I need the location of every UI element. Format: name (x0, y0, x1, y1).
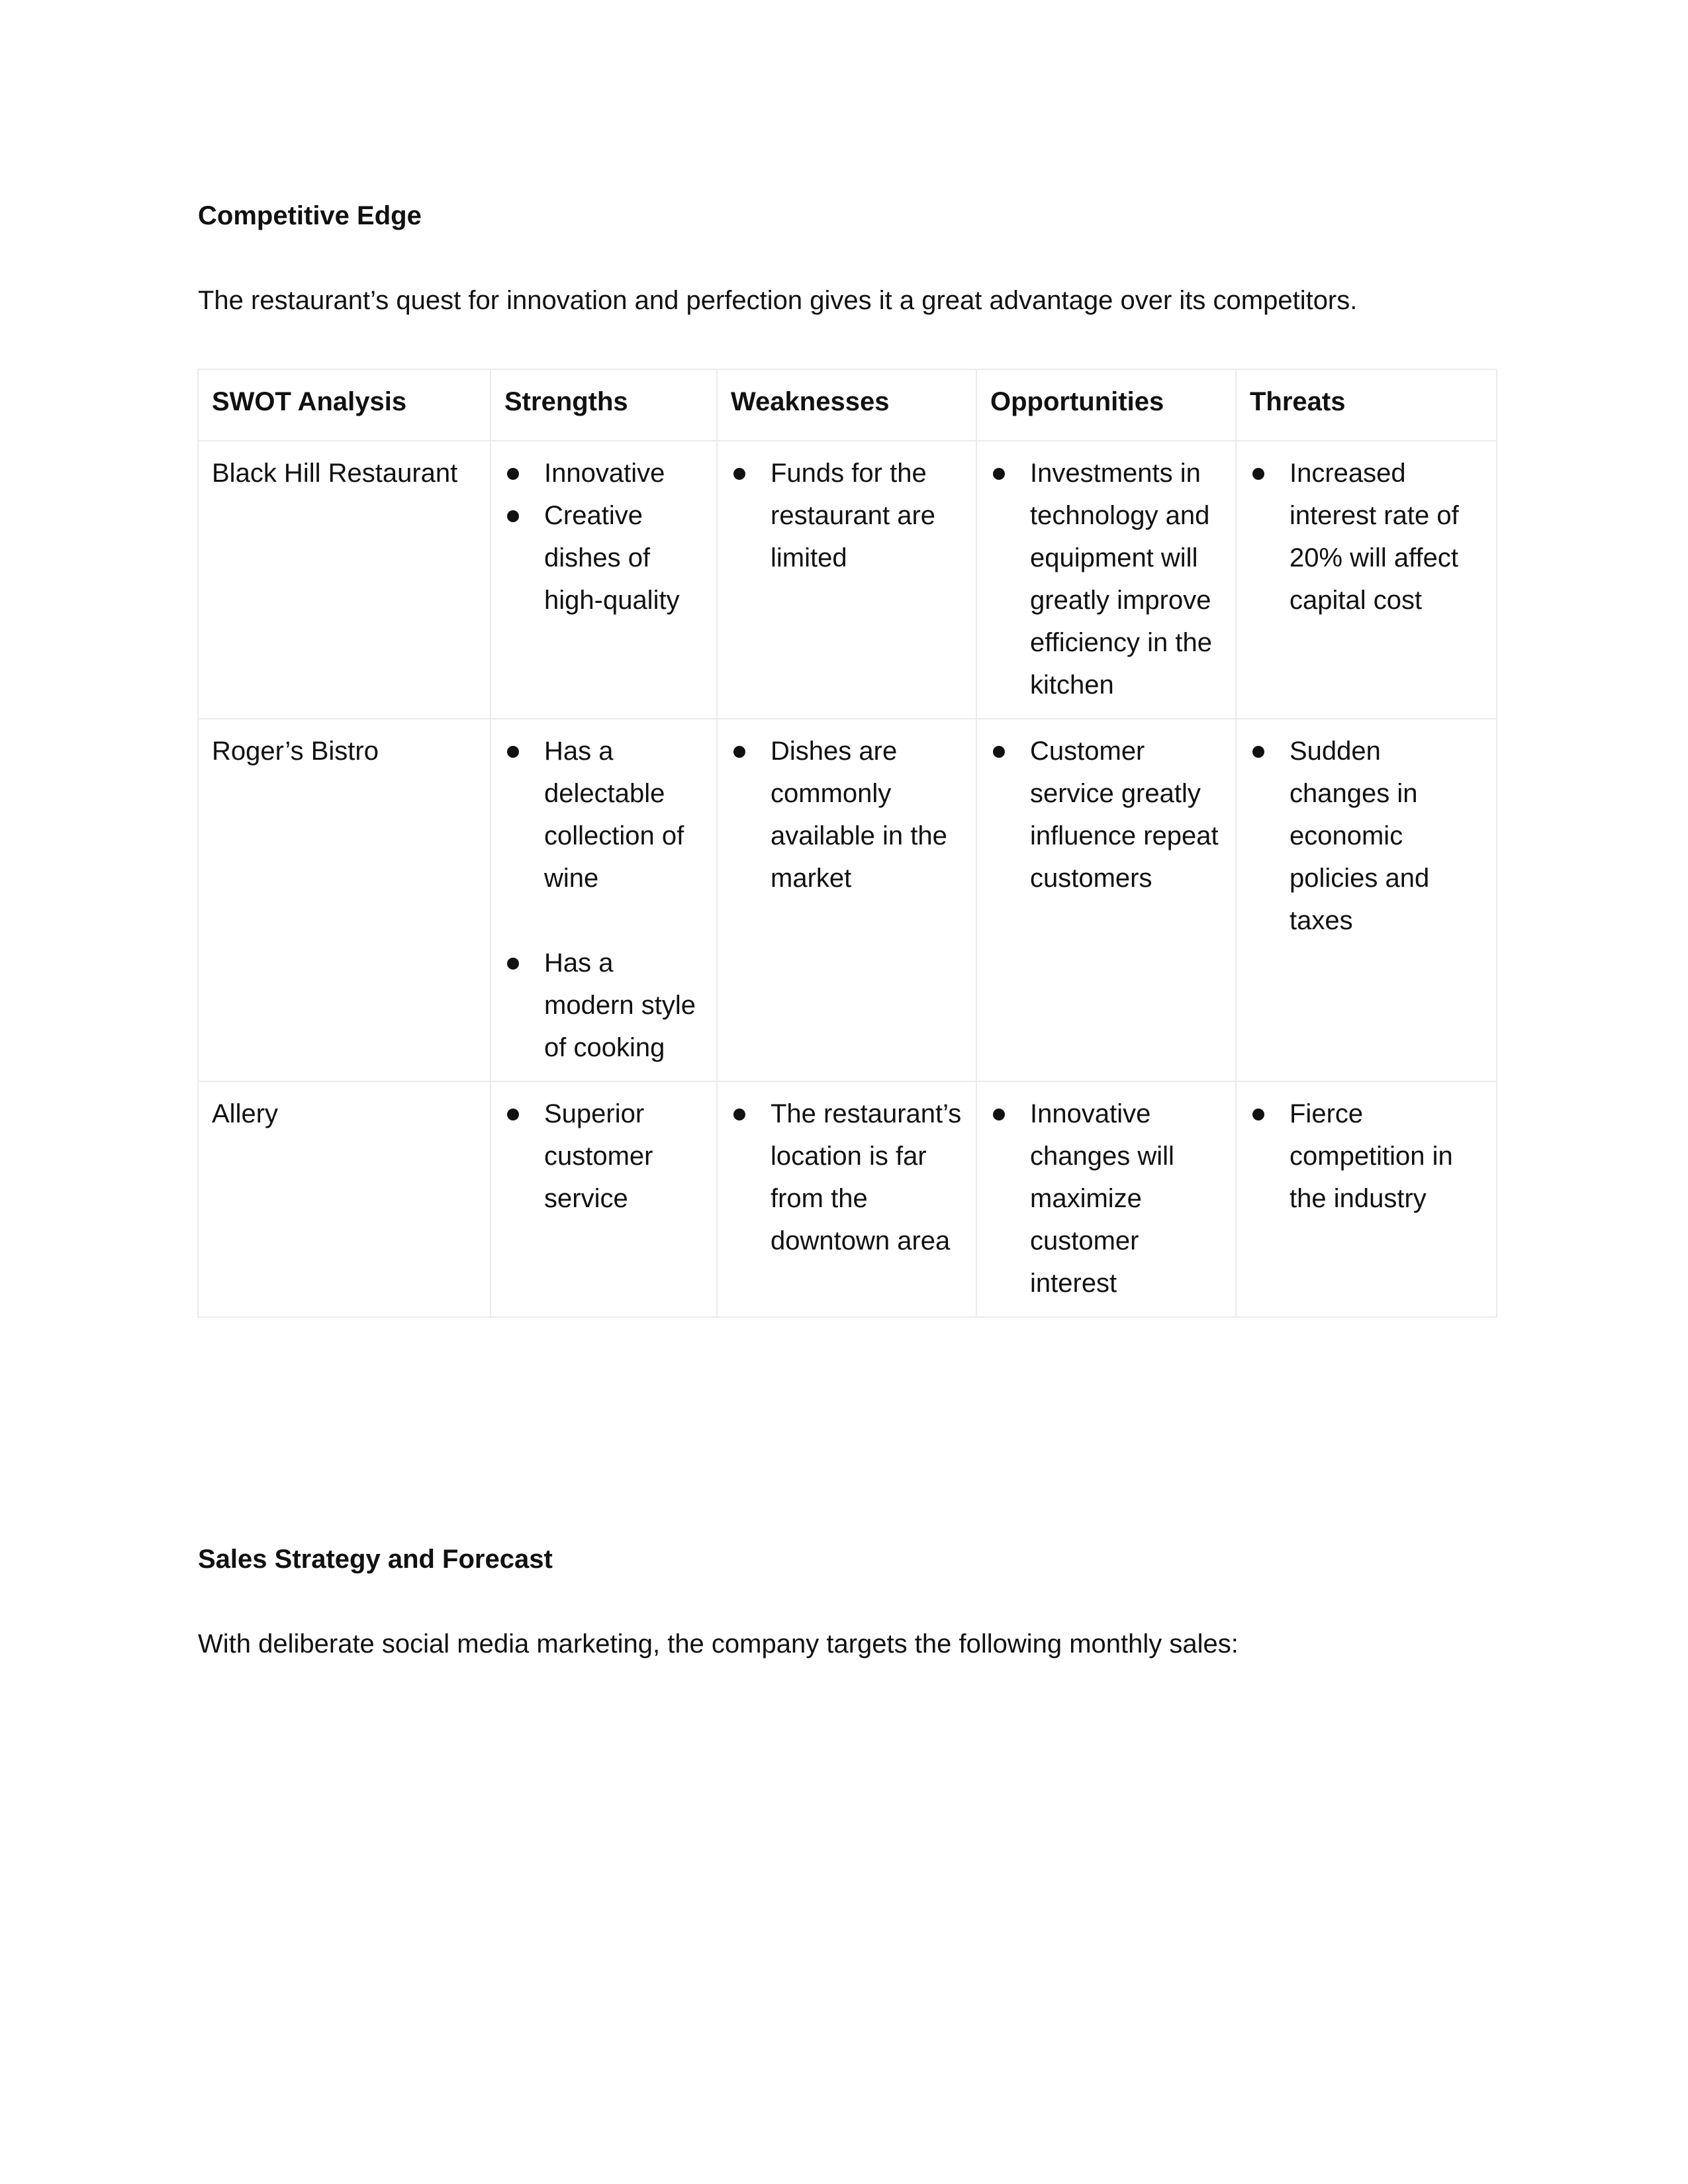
row-label: Roger’s Bistro (198, 719, 491, 1081)
list-item (731, 1093, 962, 1262)
list-item-text: The restaurant’s location is far from the downtown area (771, 1099, 962, 1255)
opportunities-cell (976, 1081, 1236, 1317)
bullet-icon (1252, 468, 1264, 480)
list-item-text: Increased interest rate of 20% will affect capital cost (1289, 459, 1459, 615)
strengths-cell (491, 441, 717, 719)
strengths-cell (491, 1081, 717, 1317)
weaknesses-cell (717, 1081, 976, 1317)
bullet-icon (1252, 1109, 1264, 1120)
list-item-text: Creative dishes of high-quality (544, 501, 680, 615)
weaknesses-cell (717, 441, 976, 719)
bullet-icon (507, 746, 519, 758)
header-strengths: Strengths (491, 369, 717, 441)
list-item (1250, 1093, 1483, 1220)
row-label: Allery (198, 1081, 491, 1317)
list-item-text: Has a delectable collection of wine (544, 737, 684, 893)
list-item-text: Sudden changes in economic policies and taxes (1289, 737, 1430, 935)
bullet-icon (993, 1109, 1005, 1120)
list-item-text: Superior customer service (544, 1099, 653, 1213)
table-row (198, 1081, 1497, 1317)
list-item-text: Funds for the restaurant are limited (771, 459, 936, 572)
strengths-cell (491, 719, 717, 1081)
bullet-icon (507, 468, 519, 480)
bullet-icon (1252, 746, 1264, 758)
list-item (731, 730, 962, 899)
swot-table (197, 369, 1497, 1318)
list-item-text: Customer service greatly influence repeat customers (1030, 737, 1219, 893)
bullet-icon (733, 746, 745, 758)
list-item-text: Innovative changes will maximize customer interest (1030, 1099, 1174, 1298)
sales-strategy-paragraph: With deliberate social media marketing, the company targets the following monthly sales: (198, 1629, 1239, 1659)
list-item (1250, 730, 1483, 942)
header-threats: Threats (1236, 369, 1497, 441)
list-item (990, 452, 1222, 706)
bullet-icon (507, 510, 519, 522)
list-item (504, 452, 703, 494)
opportunities-cell (976, 719, 1236, 1081)
sales-strategy-heading: Sales Strategy and Forecast (198, 1545, 553, 1574)
threats-cell (1236, 719, 1497, 1081)
bullet-icon (733, 1109, 745, 1120)
list-item (504, 494, 703, 621)
row-label: Black Hill Restaurant (198, 441, 491, 719)
header-swot-analysis: SWOT Analysis (198, 369, 491, 441)
list-item-text: Fierce competition in the industry (1289, 1099, 1453, 1213)
bullet-icon (507, 1109, 519, 1120)
opportunities-cell (976, 441, 1236, 719)
list-item (990, 1093, 1222, 1304)
bullet-icon (993, 468, 1005, 480)
list-item (504, 1093, 703, 1220)
list-item-text: Innovative (544, 459, 665, 488)
table-row (198, 441, 1497, 719)
list-item (1250, 452, 1483, 621)
table-row (198, 719, 1497, 1081)
threats-cell (1236, 1081, 1497, 1317)
list-item (990, 730, 1222, 899)
competitive-edge-heading: Competitive Edge (198, 201, 422, 230)
list-item-text: Dishes are commonly available in the market (771, 737, 947, 893)
list-item-text: Investments in technology and equipment will greatly improve efficiency in the kitchen (1030, 459, 1212, 700)
swot-header-row (198, 369, 1497, 441)
bullet-icon (507, 958, 519, 970)
list-item (504, 730, 703, 899)
competitive-edge-paragraph: The restaurant’s quest for innovation and perfection gives it a great advantage over its competitors. (198, 286, 1358, 315)
header-opportunities: Opportunities (976, 369, 1236, 441)
header-weaknesses: Weaknesses (717, 369, 976, 441)
list-item (504, 942, 703, 1069)
list-item-text: Has a modern style of cooking (544, 948, 696, 1062)
bullet-icon (733, 468, 745, 480)
list-item (731, 452, 962, 579)
weaknesses-cell (717, 719, 976, 1081)
bullet-icon (993, 746, 1005, 758)
threats-cell (1236, 441, 1497, 719)
